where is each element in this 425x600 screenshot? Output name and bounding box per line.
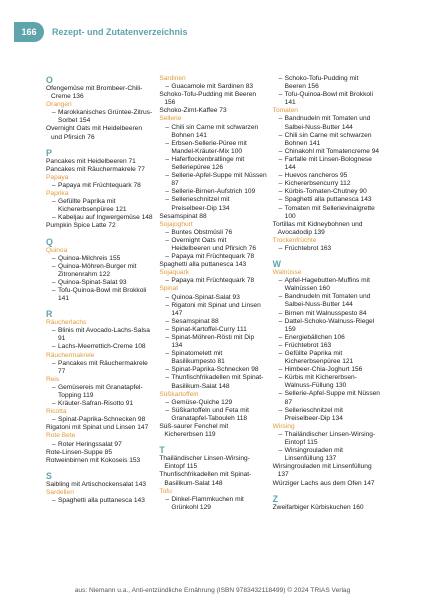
footer-credit: aus: Niemann u.a., Anti-entzündliche Ernährung (ISBN 9783432118499) © 2024 TRIAS Verlag — [74, 587, 351, 594]
index-sub-entry: – Spaghetti alla puttanesca 143 — [46, 497, 153, 505]
index-sub-entry: – Kürbis-Tomaten-Chutney 90 — [273, 188, 380, 196]
index-sub-entry: – Farfalle mit Linsen-Bolognese 144 — [273, 156, 380, 172]
index-entry: Würziger Lachs aus dem Ofen 147 — [272, 479, 375, 487]
index-sub-entry: – Tofu-Quinoa-Bowl mit Brokkoli 141 — [46, 287, 153, 303]
index-sub-entry: – Gemüse-Quiche 129 — [159, 399, 266, 407]
index-sub-entry: – Lachs-Meerrettich-Creme 108 — [46, 343, 153, 351]
index-ingredient-heading: Papaya — [46, 173, 69, 181]
index-sub-entry: – Dinkel-Flammkuchen mit Grünkohl 129 — [159, 496, 266, 512]
index-sub-entry: – Gemüsereis mit Granatapfel-Topping 119 — [46, 384, 153, 400]
index-sub-entry: – Kräuter-Safran-Risotto 91 — [46, 400, 153, 408]
index-sub-entry: – Tomaten mit Sellerievinaigrette 100 — [273, 205, 380, 221]
index-ingredient-heading: Räuchermakrele — [46, 351, 95, 359]
index-sub-entry: – Kürbis mit Kichererbsen-Walnuss-Füllung 130 — [273, 374, 380, 390]
index-sub-entry: – Energiebällchen 106 — [273, 334, 380, 342]
index-sub-entry: – Papaya mit Früchtequark 78 — [159, 253, 266, 261]
index-sub-entry: – Wirsingrouladen mit Linsenfüllung 137 — [273, 447, 380, 463]
index-ingredient-heading: Orangen — [46, 101, 72, 109]
page-header — [14, 22, 188, 42]
index-entry: Rotweinbirnen mit Kokoseis 153 — [46, 456, 141, 464]
index-entry: Pancakes mit Räuchermakrele 77 — [46, 165, 145, 173]
index-sub-entry: – Spinat-Möhren-Rösti mit Dip 134 — [159, 334, 266, 350]
index-sub-entry: – Sellerie-Apfel-Suppe mit Nüssen 87 — [273, 390, 380, 406]
index-sub-entry: – Kabeljau auf Ingwergemüse 148 — [46, 214, 153, 222]
index-entry: Zweifarbiger Kürbiskuchen 160 — [272, 503, 364, 511]
index-ingredient-heading: Walnüsse — [272, 269, 302, 277]
index-entry: Rote-Linsen-Suppe 85 — [46, 448, 112, 456]
index-sub-entry: – Haferflockenbratlinge mit Selleriepüree 126 — [159, 156, 266, 172]
index-columns — [46, 75, 386, 512]
index-sub-entry: – Spinat-Paprika-Schnecken 98 — [159, 366, 266, 374]
index-sub-entry: – Thunfischfrikadellen mit Spinat-Basilikum-Salat 148 — [159, 374, 266, 390]
index-sub-entry: – Sellerie-Birnen-Aufstrich 109 — [159, 188, 266, 196]
index-letter-heading: S — [46, 470, 52, 481]
index-sub-entry: – Süßkartoffeln und Feta mit Granatapfel-Tabouleh 118 — [159, 407, 266, 423]
index-sub-entry: – Rigatoni mit Spinat und Linsen 147 — [159, 302, 266, 318]
index-sub-entry: – Sesamspinat 88 — [159, 318, 266, 326]
index-sub-entry: – Spinatomelett mit Basilikumpesto 81 — [159, 350, 266, 366]
index-sub-entry: – Spinat-Kartoffel-Curry 111 — [159, 326, 266, 334]
index-letter-heading: Q — [46, 236, 53, 247]
index-sub-entry: – Erbsen-Sellerie-Püree mit Mandel-Kräuter-Mix 100 — [159, 140, 266, 156]
index-ingredient-heading: Quinoa — [46, 246, 68, 254]
index-sub-entry: – Spaghetti alla puttanesca 143 — [273, 196, 380, 204]
page-title: Rezept- und Zutatenverzeichnis — [52, 27, 188, 37]
index-entry: Spaghetti alla puttanesca 143 — [159, 261, 247, 269]
index-sub-entry: – Früchtebrot 163 — [273, 245, 380, 253]
index-entry: Pumpkin Spice Latte 72 — [46, 222, 116, 230]
index-entry: Overnight Oats mit Heidelbeeren und Pfirsich 76 — [46, 125, 143, 141]
index-entry: Sesamspinat 88 — [159, 212, 207, 220]
index-sub-entry: – Früchtebrot 163 — [273, 342, 380, 350]
index-letter-heading: W — [272, 259, 281, 270]
index-sub-entry: – Spinat-Paprika-Schnecken 98 — [46, 416, 153, 424]
index-ingredient-heading: Sojaquark — [159, 269, 190, 277]
index-entry: Süß-saurer Fenchel mit Kichererbsen 119 — [159, 423, 229, 439]
index-sub-entry: – Kichererbsencurry 112 — [273, 180, 380, 188]
index-sub-entry: – Papaya mit Früchtequark 78 — [159, 277, 266, 285]
index-ingredient-heading: Rote Bete — [46, 432, 76, 440]
index-sub-entry: – Buntes Obstmüsli 76 — [159, 229, 266, 237]
index-sub-entry: – Pancakes mit Räuchermakrele 77 — [46, 360, 153, 376]
index-entry: Wirsingrouladen mit Linsenfüllung 137 — [272, 463, 372, 479]
index-letter-heading: P — [46, 147, 52, 158]
index-column-2 — [159, 75, 272, 512]
index-sub-entry: – Gefüllte Paprika mit Kichererbsenpüree 121 — [46, 198, 153, 214]
index-sub-entry: – Birnen mit Walnusspesto 84 — [273, 310, 380, 318]
index-sub-entry: – Schoko-Tofu-Pudding mit Beeren 156 — [273, 75, 380, 91]
index-sub-entry: – Sellerieschnitzel mit Preiselbeer-Dip 134 — [159, 196, 266, 212]
index-column-3 — [273, 75, 386, 512]
index-sub-entry: – Bandnudeln mit Tomaten und Salbei-Nuss-Butter 144 — [273, 293, 380, 309]
index-ingredient-heading: Tofu — [159, 487, 172, 495]
index-entry: Thunfischfrikadellen mit Spinat-Basilikum-Salat 148 — [159, 471, 252, 487]
index-sub-entry: – Quinoa-Spinat-Salat 93 — [46, 279, 153, 287]
index-column-1 — [46, 75, 159, 512]
index-ingredient-heading: Spinat — [159, 285, 179, 293]
index-ingredient-heading: Sojajoghurt — [159, 220, 193, 228]
index-entry: Ofengemüse mit Brombeer-Chili-Creme 136 — [46, 85, 143, 101]
index-sub-entry: – Tofu-Quinoa-Bowl mit Brokkoli 141 — [273, 91, 380, 107]
index-sub-entry: – Sellerieschnitzel mit Preiselbeer-Dip 134 — [273, 407, 380, 423]
index-letter-heading: O — [46, 75, 53, 85]
index-sub-entry: – Roter Heringssalat 97 — [46, 441, 153, 449]
index-ingredient-heading: Sardellen — [46, 488, 74, 496]
index-ingredient-heading: Sardinen — [159, 75, 186, 82]
index-sub-entry: – Quinoa-Spinat-Salat 93 — [159, 294, 266, 302]
index-ingredient-heading: Räucherlachs — [46, 319, 87, 327]
index-sub-entry: – Gefüllte Paprika mit Kichererbsenpüree 121 — [273, 350, 380, 366]
index-entry: Tortillas mit Kidneybohnen und Avocadodip 139 — [272, 220, 363, 236]
index-letter-heading: R — [46, 309, 53, 320]
index-sub-entry: – Guacamole mit Sardinen 83 — [159, 83, 266, 91]
index-sub-entry: – Blinis mit Avocado-Lachs-Salsa 91 — [46, 327, 153, 343]
index-sub-entry: – Overnight Oats mit Heidelbeeren und Pfirsich 76 — [159, 237, 266, 253]
index-sub-entry: – Dattel-Schoko-Walnuss-Riegel 159 — [273, 318, 380, 334]
index-ingredient-heading: Tomaten — [272, 107, 298, 115]
index-entry: Rigatoni mit Spinat und Linsen 147 — [46, 424, 149, 432]
index-ingredient-heading: Süßkartoffeln — [159, 390, 199, 398]
index-letter-heading: Z — [272, 493, 279, 504]
index-ingredient-heading: Ricotta — [46, 408, 67, 416]
index-sub-entry: – Sellerie-Apfel-Suppe mit Nüssen 87 — [159, 172, 266, 188]
index-entry: Saibling mit Artischockensalat 143 — [46, 480, 147, 488]
index-sub-entry: – Apfel-Hagebutten-Muffins mit Walnüssen 160 — [273, 277, 380, 293]
index-sub-entry: – Thailändischer Linsen-Wirsing-Eintopf 115 — [273, 431, 380, 447]
index-entry: Pancakes mit Heidelbeeren 71 — [46, 157, 136, 165]
index-sub-entry: – Huevos rancheros 95 — [273, 172, 380, 180]
index-ingredient-heading: Trockenfrüchte — [272, 236, 317, 244]
index-sub-entry: – Chili sin Carne mit schwarzen Bohnen 141 — [159, 124, 266, 140]
page-number: 166 — [14, 22, 44, 42]
index-ingredient-heading: Paprika — [46, 190, 69, 198]
index-sub-entry: – Bandnudeln mit Tomaten und Salbei-Nuss-Butter 144 — [273, 115, 380, 131]
index-sub-entry: – Quinoa-Milchreis 155 — [46, 255, 153, 263]
index-ingredient-heading: Reis — [46, 375, 60, 383]
index-sub-entry: – Chili sin Carne mit schwarzen Bohnen 141 — [273, 132, 380, 148]
index-entry: Thailändischer Linsen-Wirsing-Eintopf 115 — [159, 455, 250, 471]
index-sub-entry: – Himbeer-Chia-Joghurt 156 — [273, 366, 380, 374]
index-sub-entry: – Quinoa-Möhren-Burger mit Zitronenrahm 122 — [46, 263, 153, 279]
index-sub-entry: – Chinakohl mit Tomatencreme 94 — [273, 148, 380, 156]
index-entry: Schoko-Zimt-Kaffee 73 — [159, 107, 227, 115]
index-sub-entry: – Papaya mit Früchtequark 78 — [46, 182, 153, 190]
index-ingredient-heading: Wirsing — [272, 422, 295, 430]
index-sub-entry: – Marokkanisches Grüntee-Zitrus-Sorbet 154 — [46, 109, 153, 125]
index-letter-heading: T — [159, 445, 165, 456]
index-ingredient-heading: Sellerie — [159, 115, 182, 123]
index-entry: Schoko-Tofu-Pudding mit Beeren 156 — [159, 91, 257, 107]
